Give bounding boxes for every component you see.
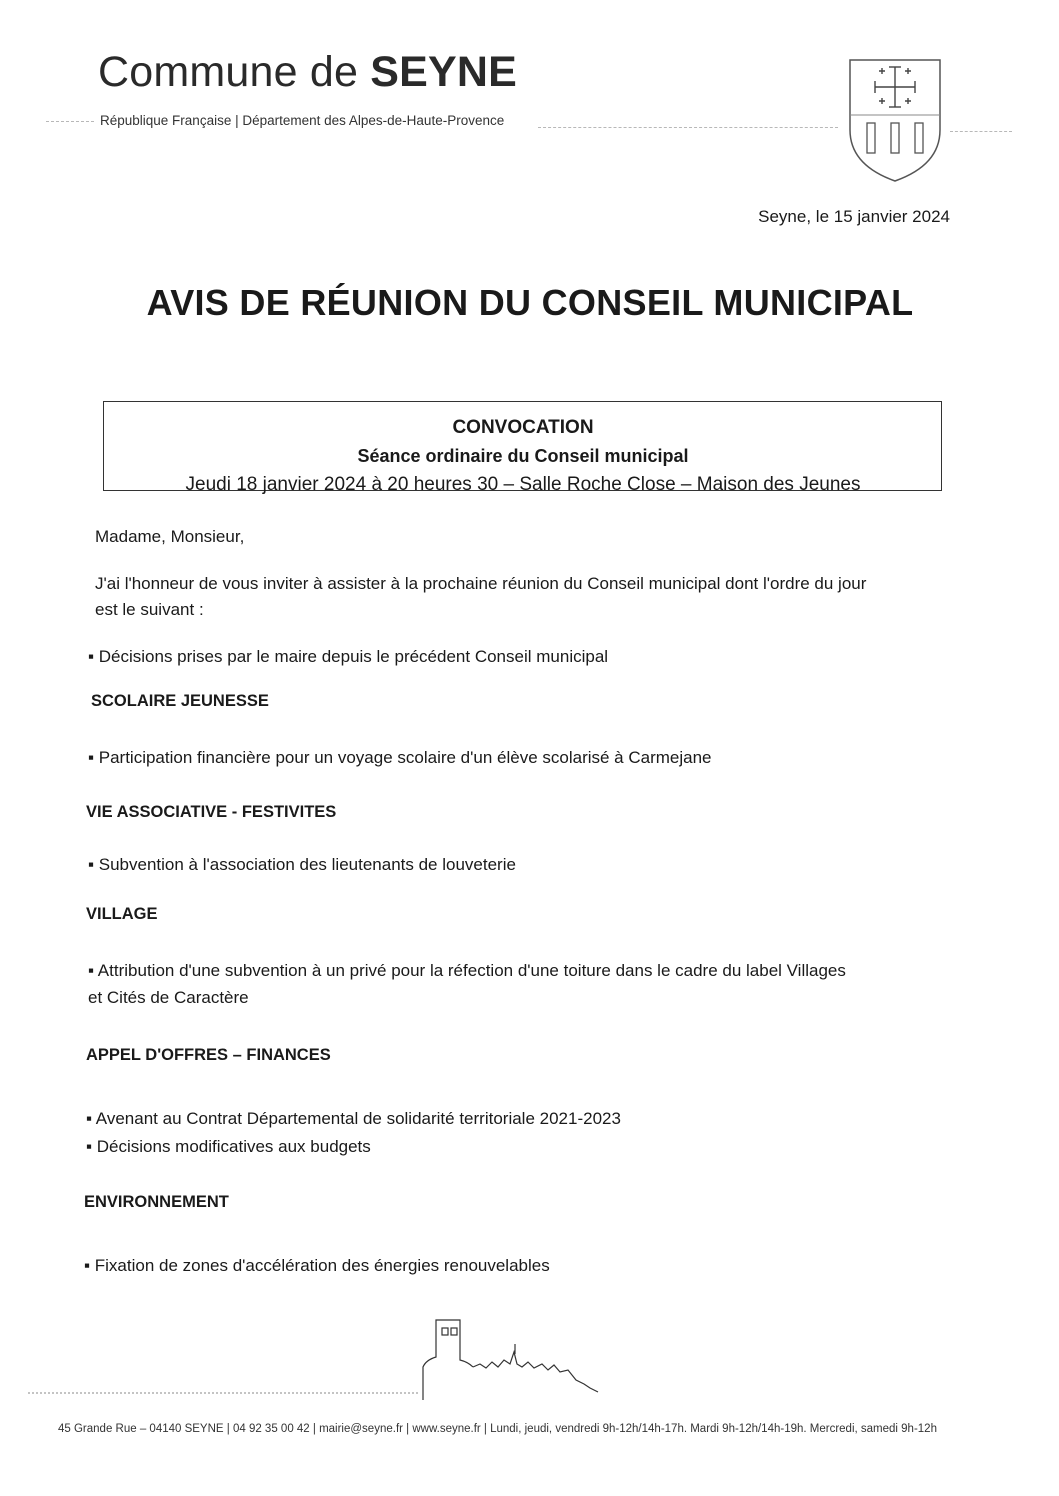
convocation-details: Jeudi 18 janvier 2024 à 20 heures 30 – Salle Roche Close – Maison des Jeunes [185, 474, 861, 495]
agenda-item-environnement: ▪ Fixation de zones d'accélération des énergies renouvelables [84, 1256, 550, 1275]
footer-contact: 45 Grande Rue – 04140 SEYNE | 04 92 35 00 42 | mairie@seyne.fr | www.seyne.fr | Lundi, jeudi, vendredi 9h-12h/14h-17h. Mardi 9h-12h/14h-19h. Mercredi, samedi 9h-12h [58, 1423, 937, 1435]
section-heading-vie-associative: VIE ASSOCIATIVE - FESTIVITES [86, 803, 337, 821]
agenda-item-village-line-2: et Cités de Caractère [88, 988, 249, 1007]
agenda-item-village-line-1: ▪ Attribution d'une subvention à un privé pour la réfection d'une toiture dans le cadre du label Villages [88, 961, 846, 980]
section-heading-village: VILLAGE [86, 905, 158, 923]
convocation-heading: CONVOCATION [452, 417, 594, 438]
section-heading-environnement: ENVIRONNEMENT [84, 1193, 229, 1211]
village-skyline-icon [418, 1312, 603, 1402]
agenda-item-appel-1: ▪ Avenant au Contrat Départemental de solidarité territoriale 2021-2023 [86, 1109, 621, 1128]
commune-name: SEYNE [370, 48, 518, 96]
section-heading-scolaire: SCOLAIRE JEUNESSE [91, 692, 269, 710]
header-rule-left [46, 121, 94, 123]
footer-rule [28, 1392, 418, 1399]
header-subline: République Française | Département des Alpes-de-Haute-Provence [100, 113, 505, 128]
agenda-item-general: ▪ Décisions prises par le maire depuis le précédent Conseil municipal [88, 647, 609, 666]
coat-of-arms-icon [845, 55, 945, 185]
letter-date: Seyne, le 15 janvier 2024 [758, 207, 950, 226]
agenda-item-vie-associative: ▪ Subvention à l'association des lieutenants de louveterie [88, 855, 516, 874]
intro-line-2: est le suivant : [95, 600, 204, 619]
convocation-session: Séance ordinaire du Conseil municipal [357, 446, 689, 466]
agenda-item-appel-2: ▪ Décisions modificatives aux budgets [86, 1137, 371, 1156]
intro-line-1: J'ai l'honneur de vous inviter à assister à la prochaine réunion du Conseil municipal dont l'ordre du jour [95, 574, 867, 593]
page-title: AVIS DE RÉUNION DU CONSEIL MUNICIPAL [146, 282, 914, 323]
section-heading-appel-offres: APPEL D'OFFRES – FINANCES [86, 1046, 331, 1064]
header-rule-right [538, 127, 838, 129]
commune-prefix: Commune de [98, 48, 371, 96]
header-rule-far-right [950, 131, 1012, 133]
agenda-item-scolaire: ▪ Participation financière pour un voyage scolaire d'un élève scolarisé à Carmejane [88, 748, 712, 767]
commune-title [98, 48, 517, 97]
greeting: Madame, Monsieur, [95, 527, 245, 546]
